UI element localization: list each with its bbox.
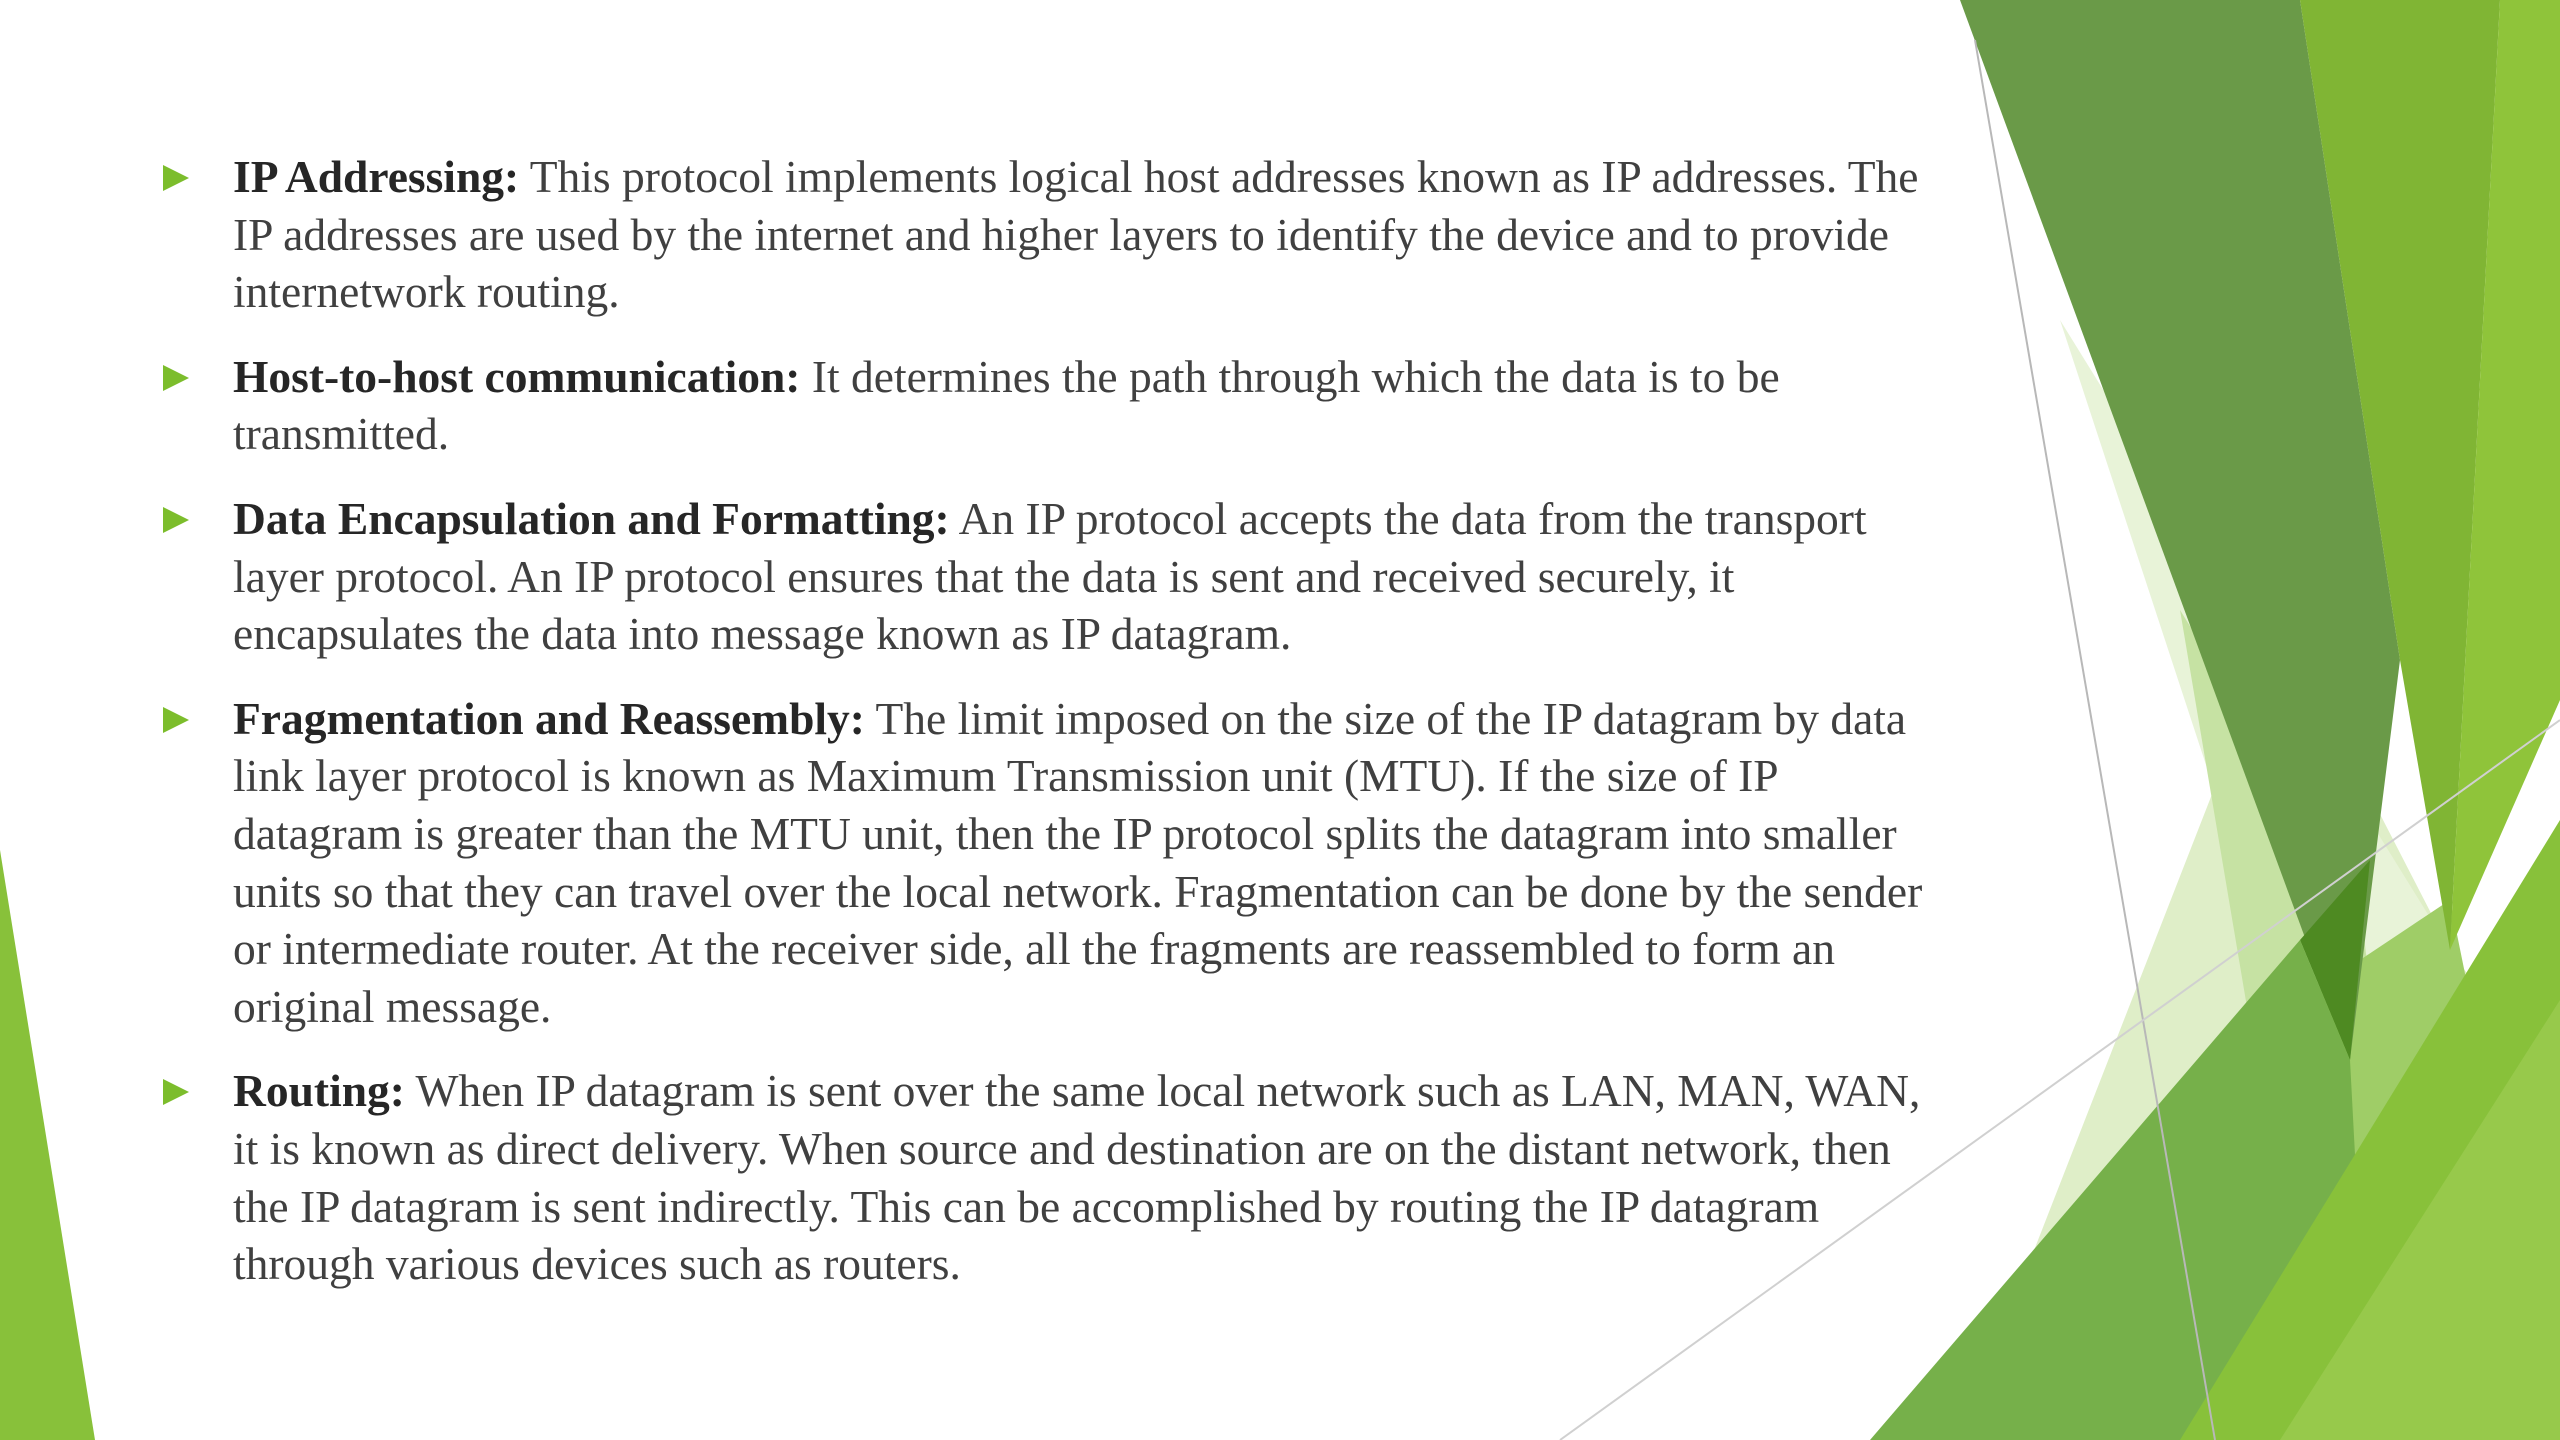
bullet-fragmentation (160, 690, 1950, 1036)
bullet-arrow-icon (163, 365, 189, 391)
bullet-term: Host-to-host communication: (233, 350, 801, 402)
bullet-text: It determines the path through which the data is to be transmitted. (233, 350, 1780, 460)
bullet-text: An IP protocol accepts the data from the transport layer protocol. An IP protocol ensures that the data is sent and received securely, it encapsulates the data into message known as IP datagram. (233, 492, 1867, 660)
bullet-term: Fragmentation and Reassembly: (233, 692, 865, 744)
left-green-sliver (0, 850, 95, 1440)
bullet-data-encapsulation (160, 490, 1950, 663)
bullet-arrow-icon (163, 707, 189, 733)
bullet-arrow-icon (163, 507, 189, 533)
bullet-text: The limit imposed on the size of the IP datagram by data link layer protocol is known as Maximum Transmission unit (MTU). If the size of IP datagram is greater than the MTU unit, then the IP protocol splits the datagram into smaller units so that they can travel over the local network. Fragmentation can be done by the sender or intermediate router. At the receiver side, all the fragments are reassembled to form an original message. (233, 692, 1923, 1032)
bullet-list (160, 148, 1950, 1293)
bullet-routing (160, 1062, 1950, 1292)
bullet-term: IP Addressing: (233, 151, 520, 202)
bullet-arrow-icon (163, 165, 189, 191)
bullet-ip-addressing (160, 148, 1950, 321)
slide-content (160, 148, 1950, 1320)
bullet-term: Data Encapsulation and Formatting: (233, 492, 950, 544)
bullet-term: Routing: (233, 1065, 405, 1117)
bullet-text: When IP datagram is sent over the same local network such as LAN, MAN, WAN, it is known as direct delivery. When source and destination are on the distant network, then the IP datagram is sent indirectly. This can be accomplished by routing the IP datagram through various devices such as routers. (233, 1065, 1921, 1290)
bullet-host-to-host (160, 348, 1950, 463)
bullet-arrow-icon (163, 1079, 189, 1105)
bullet-text: This protocol implements logical host addresses known as IP addresses. The IP addresses are used by the internet and higher layers to identify the device and to provide internetwork routing. (233, 151, 1919, 318)
